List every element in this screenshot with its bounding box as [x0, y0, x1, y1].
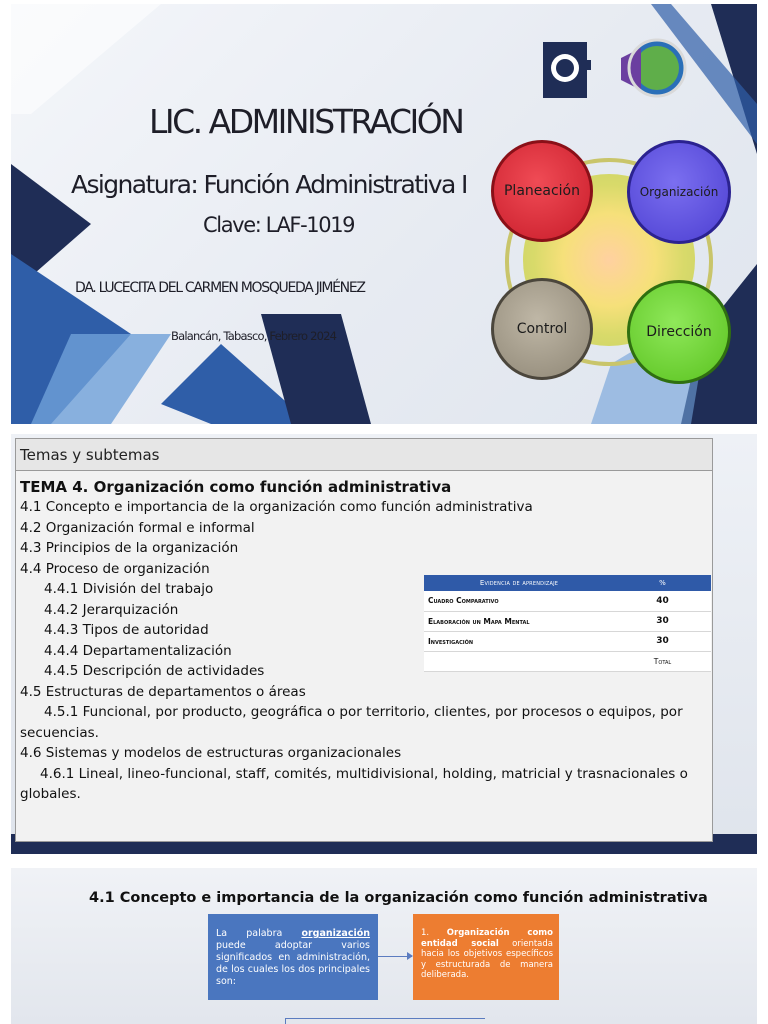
author-name: DA. LUCECITA DEL CARMEN MOSQUEDA JIMÉNEZ — [75, 280, 365, 296]
topic-line: 4.4.3 Tipos de autoridad — [44, 622, 209, 638]
topic-line: 4.4.5 Descripción de actividades — [44, 663, 265, 679]
definition-text-post: puede adoptar varios significados en administración, de los cuales los dos principales son: — [216, 940, 370, 987]
circle-planeacion: Planeación — [491, 140, 593, 242]
campus-logo — [611, 38, 689, 100]
table-header-evidence: Evidencia de aprendizaje — [424, 575, 614, 591]
table-cell-value: 30 — [614, 611, 711, 631]
institution-logo — [541, 40, 593, 100]
definition-text-pre: La palabra — [216, 928, 302, 939]
definition-keyword: organización — [301, 928, 370, 939]
table-cell-label: Elaboración un Mapa Mental — [424, 611, 614, 631]
topics-panel — [15, 438, 713, 842]
topic-line: 4.5 Estructuras de departamentos o áreas — [20, 683, 306, 700]
circle-direccion: Dirección — [627, 280, 731, 384]
topic-line: 4.2 Organización formal e informal — [20, 519, 255, 536]
table-total-label: Total — [614, 651, 711, 671]
topic-line: 4.1 Concepto e importancia de la organización como función administrativa — [20, 499, 533, 515]
subject-title: Asignatura: Función Administrativa I — [71, 170, 467, 199]
table-row — [424, 631, 711, 651]
table-cell-value: 30 — [614, 631, 711, 651]
topic-line: 4.6 Sistemas y modelos de estructuras organizacionales — [20, 745, 402, 761]
table-cell-label: Cuadro Comparativo — [424, 591, 614, 611]
topic-line: 4.4 Proceso de organización — [20, 560, 210, 577]
connector-line — [285, 1018, 485, 1019]
place-date: Balancán, Tabasco, Febrero 2024 — [171, 329, 337, 343]
topic-line: 4.5.1 Funcional, por producto, geográfica o por territorio, clientes, por procesos o equipos, por secuencias. — [20, 704, 683, 741]
definition-box — [208, 914, 378, 1000]
table-row — [424, 591, 711, 611]
circle-organizacion: Organización — [627, 140, 731, 244]
topic-line: 4.6.1 Lineal, lineo-funcional, staff, comités, multidivisional, holding, matricial y trasnacionales o globales. — [20, 765, 688, 802]
circle-control: Control — [491, 278, 593, 380]
concept-slide — [11, 868, 757, 1024]
table-header-percent: % — [614, 575, 711, 591]
table-cell-label: Investigación — [424, 631, 614, 651]
table-cell-empty — [424, 651, 614, 671]
table-total-row — [424, 651, 711, 671]
concept-title: 4.1 Concepto e importancia de la organización como función administrativa — [89, 890, 708, 906]
table-row — [424, 611, 711, 631]
topic-line: 4.4.1 División del trabajo — [44, 581, 214, 597]
title-slide — [11, 4, 757, 424]
meaning-box — [413, 914, 559, 1000]
evidence-table — [424, 575, 711, 672]
table-cell-value: 40 — [614, 591, 711, 611]
meaning-keyword: Organización como entidad social — [421, 928, 554, 949]
arrow-right-icon — [378, 956, 412, 957]
topics-slide — [11, 434, 757, 854]
topics-header — [16, 439, 712, 471]
topic-line: 4.4.2 Jerarquización — [44, 601, 179, 618]
tema-title: TEMA 4. Organización como función administrativa — [20, 478, 452, 496]
meaning-number: 1. — [421, 928, 447, 938]
table-header-row — [424, 575, 711, 591]
topic-line: 4.4.4 Departamentalización — [44, 642, 232, 659]
topic-line: 4.3 Principios de la organización — [20, 540, 239, 556]
connector-line-vertical — [285, 1018, 286, 1024]
topics-header-label: Temas y subtemas — [20, 446, 160, 464]
program-title: LIC. ADMINISTRACIÓN — [149, 102, 463, 141]
meaning-text: orientada hacia los objetivos específicos y estructurada de manera deliberada. — [421, 938, 553, 980]
subject-code: Clave: LAF-1019 — [203, 213, 355, 237]
